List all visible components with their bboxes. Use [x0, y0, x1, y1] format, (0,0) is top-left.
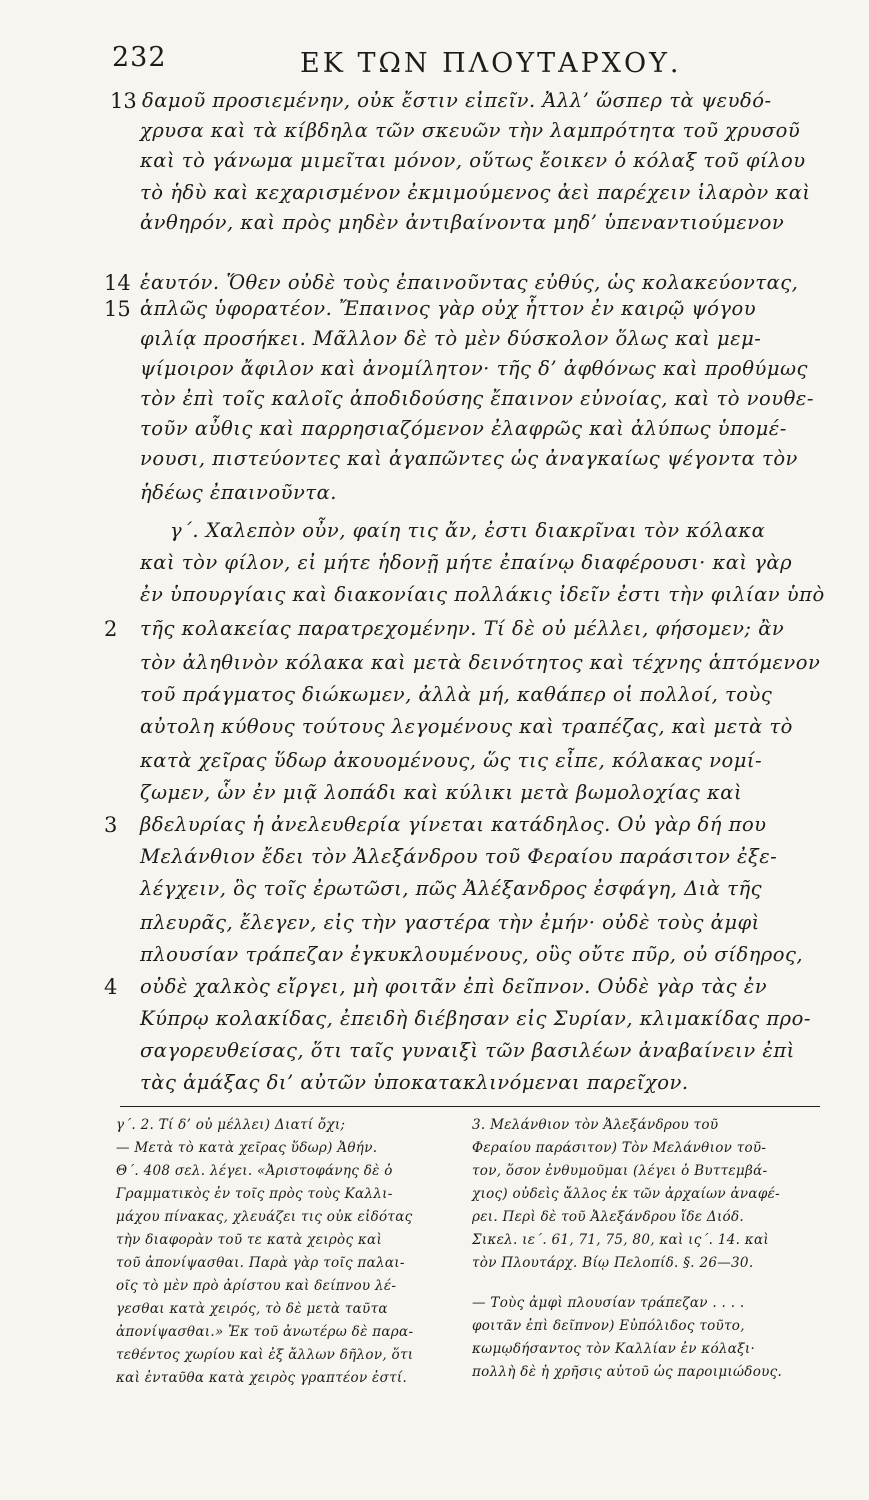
- text-line: οὐδὲ χαλκὸς εἴργει, μὴ φοιτᾶν ἐπὶ δεῖπνον. Οὐδὲ γὰρ τὰς ἐν: [140, 975, 768, 998]
- footnote-line: ἀπονίψασθαι.» Ἐκ τοῦ ἀνωτέρω δὲ παρα-: [116, 1324, 414, 1340]
- margin-number: 14: [104, 271, 131, 295]
- footnote-line: τὴν διαφορὰν τοῦ τε κατὰ χειρὸς καὶ: [116, 1232, 383, 1248]
- text-line: βδελυρίας ἡ ἀνελευθερία γίνεται κατάδηλος. Οὐ γὰρ δή που: [140, 813, 767, 836]
- footnote-line: Θ΄. 408 σελ. λέγει. «Ἀριστοφάνης δὲ ὁ: [116, 1163, 393, 1179]
- margin-number: 4: [104, 975, 118, 999]
- text-line: Κύπρῳ κολακίδας, ἐπειδὴ διέβησαν εἰς Συρίαν, κλιμακίδας προ-: [140, 1007, 811, 1030]
- footnote-line: μάχου πίνακας, χλευάζει τις οὐκ εἰδότας: [116, 1209, 413, 1225]
- footnote-line: — Τοὺς ἀμφὶ πλουσίαν τράπεζαν . . . .: [472, 1295, 745, 1311]
- footnote-line: καὶ ἐνταῦθα κατὰ χειρὸς γραπτέον ἐστί.: [116, 1370, 408, 1386]
- footnote-line: φοιτᾶν ἐπὶ δεῖπνον) Εὐπόλιδος τοῦτο,: [472, 1318, 745, 1334]
- footnote-line: οῖς τὸ μὲν πρὸ ἀρίστου καὶ δείπνου λέ-: [116, 1278, 397, 1294]
- footnote-rule: [120, 1106, 820, 1107]
- text-line: ζωμεν, ὧν ἐν μιᾷ λοπάδι καὶ κύλικι μετὰ βωμολοχίας καὶ: [140, 781, 743, 804]
- text-line: τοῦ πράγματος διώκωμεν, ἀλλὰ μή, καθάπερ οἱ πολλοί, τοὺς: [140, 683, 773, 706]
- text-line: ἁπλῶς ὑφορατέον. Ἔπαινος γὰρ οὐχ ἧττον ἐν καιρῷ ψόγου: [140, 297, 757, 320]
- page-number: 232: [112, 42, 167, 73]
- footnote-line: τοῦ ἀπονίψασθαι. Παρὰ γὰρ τοῖς παλαι-: [116, 1255, 405, 1271]
- text-line: πλουσίαν τράπεζαν ἐγκυκλουμένους, οὓς οὔτε πῦρ, οὐ σίδηρος,: [140, 943, 804, 966]
- text-line: νουσι, πιστεύοντες καὶ ἀγαπῶντες ὡς ἀναγκαίως ψέγοντα τὸν: [140, 447, 798, 470]
- text-line: ἑαυτόν. Ὅθεν οὐδὲ τοὺς ἐπαινοῦντας εὐθύς, ὡς κολακεύοντας,: [140, 271, 799, 294]
- footnote-line: τὸν Πλουτάρχ. Βίῳ Πελοπίδ. §. 26—30.: [472, 1255, 754, 1271]
- text-line: τὸν ἐπὶ τοῖς καλοῖς ἀποδιδούσης ἔπαινον εὐνοίας, καὶ τὸ νουθε-: [140, 387, 814, 410]
- footnote-line: — Μετὰ τὸ κατὰ χεῖρας ὕδωρ) Ἀθήν.: [116, 1140, 378, 1156]
- text-line: ἀνθηρόν, καὶ πρὸς μηδὲν ἀντιβαίνοντα μηδ’ ὑπεναντιούμενον: [140, 211, 785, 234]
- text-line: αὐτολη κύθους τούτους λεγομένους καὶ τραπέζας, καὶ μετὰ τὸ: [140, 715, 793, 738]
- text-line: χρυσα καὶ τὰ κίβδηλα τῶν σκευῶν τὴν λαμπρότητα τοῦ χρυσοῦ: [140, 119, 801, 142]
- text-line: πλευρᾶς, ἔλεγεν, εἰς τὴν γαστέρα τὴν ἐμήν· οὐδὲ τοὺς ἀμφὶ: [140, 911, 760, 934]
- footnote-line: γεσθαι κατὰ χειρός, τὸ δὲ μετὰ ταῦτα: [116, 1301, 388, 1317]
- footnote-line: χιος) οὐδεὶς ἄλλος ἐκ τῶν ἀρχαίων ἀναφέ-: [472, 1186, 780, 1202]
- footnote-line: 3. Μελάνθιον τὸν Ἀλεξάνδρου τοῦ: [472, 1117, 719, 1133]
- footnote-line: πολλὴ δὲ ἡ χρῆσις αὐτοῦ ὡς παροιμιώδους.: [472, 1364, 783, 1380]
- text-line: τὰς ἁμάξας δι’ αὐτῶν ὑποκατακλινόμεναι παρεῖχον.: [140, 1071, 689, 1094]
- margin-number: 15: [104, 297, 131, 321]
- footnote-line: γ΄. 2. Τί δ’ οὐ μέλλει) Διατί ὄχι;: [116, 1117, 346, 1133]
- footnote-line: κωμῳδήσαντος τὸν Καλλίαν ἐν κόλαξι·: [472, 1341, 756, 1357]
- text-line: γ΄. Χαλεπὸν οὖν, φαίη τις ἄν, ἐστι διακρῖναι τὸν κόλακα: [170, 519, 766, 542]
- margin-number: 2: [104, 617, 118, 641]
- text-line: λέγχειν, ὃς τοῖς ἐρωτῶσι, πῶς Ἀλέξανδρος ἐσφάγη, Διὰ τῆς: [140, 877, 763, 900]
- text-line: ἡδέως ἐπαινοῦντα.: [140, 481, 337, 504]
- footnote-line: ρει. Περὶ δὲ τοῦ Ἀλεξάνδρου ἴδε Διόδ.: [472, 1209, 744, 1225]
- text-line: δαμοῦ προσιεμένην, οὐκ ἔστιν εἰπεῖν. Ἀλλ’ ὥσπερ τὰ ψευδό-: [142, 89, 772, 112]
- text-line: τὸν ἀληθινὸν κόλακα καὶ μετὰ δεινότητος καὶ τέχνης ἁπτόμενον: [140, 651, 821, 674]
- text-line: καὶ τὸν φίλον, εἰ μήτε ἡδονῇ μήτε ἐπαίνῳ διαφέρουσι· καὶ γὰρ: [140, 551, 793, 574]
- text-line: Μελάνθιον ἔδει τὸν Ἀλεξάνδρου τοῦ Φεραίου παράσιτον ἐξε-: [140, 845, 778, 868]
- text-line: τῆς κολακείας παρατρεχομένην. Τί δὲ οὐ μέλλει, φήσομεν; ἂν: [140, 617, 785, 640]
- footnote-line: Φεραίου παράσιτον) Τὸν Μελάνθιον τοῦ-: [472, 1140, 767, 1156]
- text-line: σαγορευθείσας, ὅτι ταῖς γυναιξὶ τῶν βασιλέων ἀναβαίνειν ἐπὶ: [140, 1039, 795, 1062]
- footnote-line: τον, ὅσον ἐνθυμοῦμαι (λέγει ὁ Βυττεμβά-: [472, 1163, 768, 1179]
- text-line: ἐν ὑπουργίαις καὶ διακονίαις πολλάκις ἰδεῖν ἐστι τὴν φιλίαν ὑπὸ: [140, 583, 825, 606]
- text-line: ψίμοιρον ἄφιλον καὶ ἀνομίλητον· τῆς δ’ ἀφθόνως καὶ προθύμως: [140, 357, 808, 380]
- running-title: ΕΚ ΤΩΝ ΠΛΟΥΤΑΡΧΟΥ.: [300, 48, 682, 79]
- footnote-line: Γραμματικὸς ἐν τοῖς πρὸς τοὺς Καλλι-: [116, 1186, 393, 1202]
- text-line: κατὰ χεῖρας ὕδωρ ἀκουομένους, ὥς τις εἶπε, κόλακας νομί-: [140, 749, 763, 772]
- margin-number: 3: [104, 813, 118, 837]
- footnote-line: τεθέντος χωρίου καὶ ἐξ ἄλλων δῆλον, ὅτι: [116, 1347, 414, 1363]
- text-line: καὶ τὸ γάνωμα μιμεῖται μόνον, οὕτως ἔοικεν ὁ κόλαξ τοῦ φίλου: [140, 149, 806, 172]
- footnote-line: Σικελ. ιε΄. 61, 71, 75, 80, καὶ ις΄. 14. καὶ: [472, 1232, 769, 1248]
- text-line: φιλίᾳ προσήκει. Μᾶλλον δὲ τὸ μὲν δύσκολον ὅλως καὶ μεμ-: [140, 327, 762, 350]
- margin-number: 13: [110, 89, 137, 113]
- text-line: τὸ ἡδὺ καὶ κεχαρισμένον ἐκμιμούμενος ἀεὶ παρέχειν ἱλαρὸν καὶ: [140, 181, 811, 204]
- text-line: τοῦν αὖθις καὶ παρρησιαζόμενον ἐλαφρῶς καὶ ἀλύπως ὑπομέ-: [140, 417, 787, 440]
